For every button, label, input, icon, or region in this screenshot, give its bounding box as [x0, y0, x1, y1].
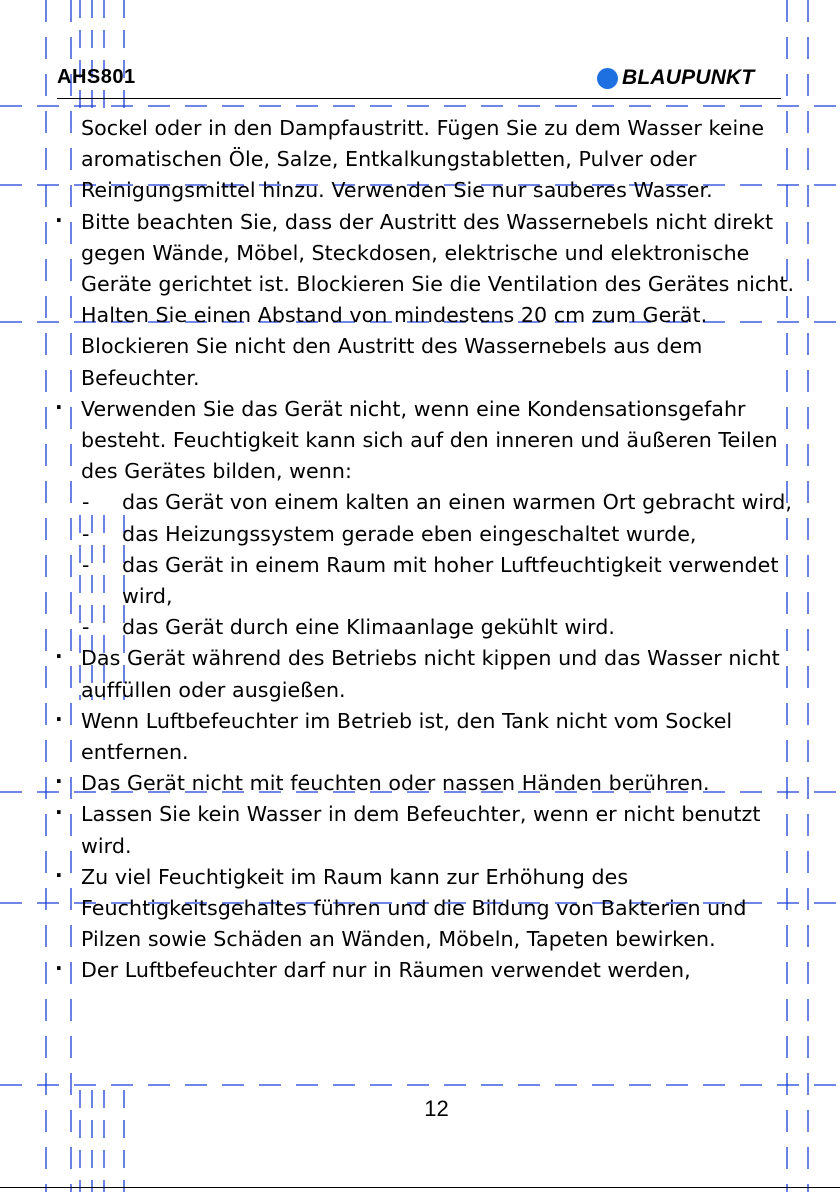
bullet-item: · Lassen Sie kein Wasser in dem Befeuchter, wenn er nicht benutzt wird. — [81, 799, 801, 861]
bullet-item: · Bitte beachten Sie, dass der Austritt des Wassernebels nicht direkt gegen Wände, Möbel, Steckdosen, elektrische und elektronische Geräte gerichtet ist. Blockieren Sie die Ventilation des Gerätes nicht. Halten Sie einen Abstand von mindestens 20 cm zum Gerät. Blockieren Sie nicht den Austritt des Wassernebels aus dem Befeuchter. — [81, 207, 801, 394]
dash-marker: - — [82, 552, 90, 577]
sub-item-text: das Gerät von einem kalten an einen warmen Ort gebracht wird, — [122, 490, 793, 515]
sub-item-text: das Gerät durch eine Klimaanlage gekühlt wird. — [122, 615, 616, 640]
bullet-item: · Das Gerät während des Betriebs nicht kippen und das Wasser nicht auffüllen oder ausgießen. — [81, 643, 801, 705]
sub-item — [81, 550, 801, 612]
bullet-item: · Wenn Luftbefeuchter im Betrieb ist, den Tank nicht vom Sockel entfernen. — [81, 706, 801, 768]
paragraph-continued: Sockel oder in den Dampfaustritt. Fügen Sie zu dem Wasser keine aromatischen Öle, Salze, Entkalkungstabletten, Pulver oder Reinigungsmittel hinzu. Verwenden Sie nur sauberes Wasser. — [81, 116, 765, 203]
dash-marker: - — [82, 490, 90, 515]
manual-text — [81, 113, 801, 987]
bullet-item: · Zu viel Feuchtigkeit im Raum kann zur Erhöhung des Feuchtigkeitsgehaltes führen und die Bildung von Bakterien und Pilzen sowie Schäden an Wänden, Möbeln, Tapeten bewirken. — [81, 862, 801, 956]
bottom-edge-line — [0, 1187, 840, 1188]
dash-marker: - — [82, 521, 90, 546]
header-divider — [57, 98, 781, 99]
sub-item-text: das Gerät in einem Raum mit hoher Luftfeuchtigkeit verwendet wird, — [122, 552, 779, 609]
sub-item — [81, 519, 801, 550]
model-number: AHS801 — [57, 66, 136, 88]
brand-name: BLAUPUNKT — [622, 66, 755, 89]
sub-item-text: das Heizungssystem gerade eben eingeschaltet wurde, — [122, 521, 697, 546]
page-number: 12 — [424, 1096, 449, 1121]
bullet-item: · Verwenden Sie das Gerät nicht, wenn eine Kondensationsgefahr besteht. Feuchtigkeit kann sich auf den inneren und äußeren Teilen des Gerätes bilden, wenn: — [81, 394, 801, 488]
dash-marker: - — [82, 615, 90, 640]
brand-logo — [597, 66, 754, 90]
sub-item — [81, 487, 801, 518]
bullet-item: · Der Luftbefeuchter darf nur in Räumen verwendet werden, — [81, 955, 801, 986]
bullet-item: · Das Gerät nicht mit feuchten oder nassen Händen berühren. — [81, 768, 801, 799]
brand-dot-icon — [597, 68, 618, 89]
sub-item — [81, 612, 801, 643]
